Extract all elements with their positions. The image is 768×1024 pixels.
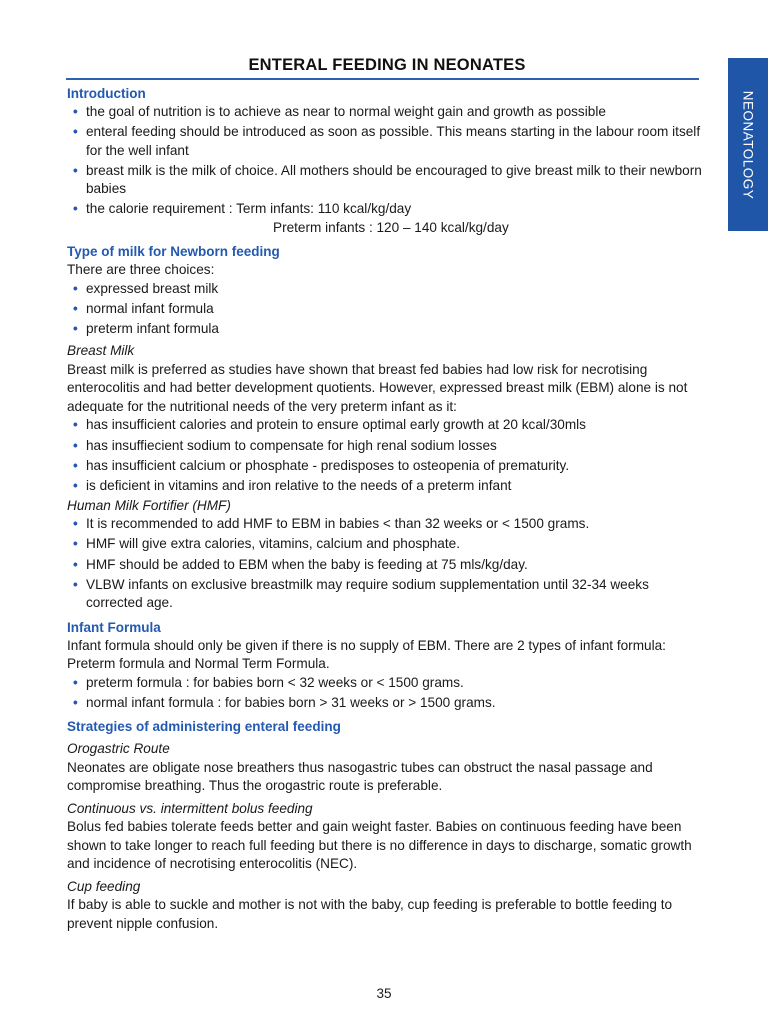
list-item: • expressed breast milk [71,280,707,299]
page-content [67,56,707,933]
list-item: • enteral feeding should be introduced as soon as possible. This means starting in the labour room itself for the well infant [71,123,707,160]
milk-type-lead: There are three choices: [67,262,215,278]
list-item: • VLBW infants on exclusive breastmilk may require sodium supplementation until 32-34 weeks corrected age. [71,576,707,613]
list-item: • breast milk is the milk of choice. All mothers should be encouraged to give breast milk to their newborn babies [71,162,707,199]
orogastric-paragraph: Neonates are obligate nose breathers thus nasogastric tubes can obstruct the nasal passage and compromise breathing. Thus the orogastric route is preferable. [67,759,653,794]
list-item: • normal infant formula : for babies born > 31 weeks or > 1500 grams. [71,694,707,713]
cup-subheading: Cup feeding [67,878,141,894]
hmf-subheading: Human Milk Fortifier (HMF) [67,497,231,513]
list-item: • the goal of nutrition is to achieve as near to normal weight gain and growth as possible [71,103,707,122]
infant-formula-heading: Infant Formula [67,619,161,635]
cup-paragraph: If baby is able to suckle and mother is not with the baby, cup feeding is preferable to bottle feeding to prevent nipple confusion. [67,897,673,931]
milk-type-heading: Type of milk for Newborn feeding [67,244,280,260]
list-item: • preterm formula : for babies born < 32 weeks or < 1500 grams. [71,674,707,693]
breast-milk-paragraph: Breast milk is preferred as studies have shown that breast fed babies had low risk for necrotising enterocolitis and had better development quotients. However, expressed breast milk (EBM) alone is not adequate for the nutritional needs of the very preterm infant as it: [67,361,688,414]
breast-milk-subheading: Breast Milk [67,343,135,359]
breast-milk-list [67,416,707,495]
list-item: • HMF should be added to EBM when the baby is feeding at 75 mls/kg/day. [71,556,707,575]
list-item: • It is recommended to add HMF to EBM in babies < than 32 weeks or < 1500 grams. [71,515,707,534]
continuous-subheading: Continuous vs. intermittent bolus feeding [67,800,313,816]
preterm-calorie-line: Preterm infants : 120 – 140 kcal/kg/day [273,219,509,235]
list-item: • the calorie requirement : Term infants: 110 kcal/kg/day [71,200,707,219]
section-side-tab [728,58,768,231]
list-item: • has insufficient calories and protein to ensure optimal early growth at 20 kcal/30mls [71,416,707,435]
strategies-heading: Strategies of administering enteral feeding [67,719,341,735]
list-item: • is deficient in vitamins and iron relative to the needs of a preterm infant [71,477,707,496]
infant-formula-paragraph: Infant formula should only be given if there is no supply of EBM. There are 2 types of infant formula: Preterm formula and Normal Term Formula. [67,637,666,672]
list-item: • has insuffiecient sodium to compensate for high renal sodium losses [71,437,707,456]
hmf-list [67,515,707,612]
list-item: • normal infant formula [71,300,707,319]
page-title: ENTERAL FEEDING IN NEONATES [248,56,526,74]
list-item: • has insufficient calcium or phosphate - predisposes to osteopenia of prematurity. [71,457,707,476]
infant-formula-list [67,674,707,713]
continuous-paragraph: Bolus fed babies tolerate feeds better and gain weight faster. Babies on continuous feeding have been shown to take longer to reach full feeding but there is no difference in days to discharge, somatic growth and incidence of necrotising enterocolitis (NEC). [67,819,692,872]
milk-type-list [67,280,707,339]
orogastric-subheading: Orogastric Route [67,741,170,757]
intro-heading: Introduction [67,86,146,101]
intro-list [67,103,707,219]
list-item: • HMF will give extra calories, vitamins, calcium and phosphate. [71,535,707,554]
page-number: 35 [376,986,392,1001]
list-item: • preterm infant formula [71,320,707,339]
side-tab-label: NEONATOLOGY [740,90,756,199]
